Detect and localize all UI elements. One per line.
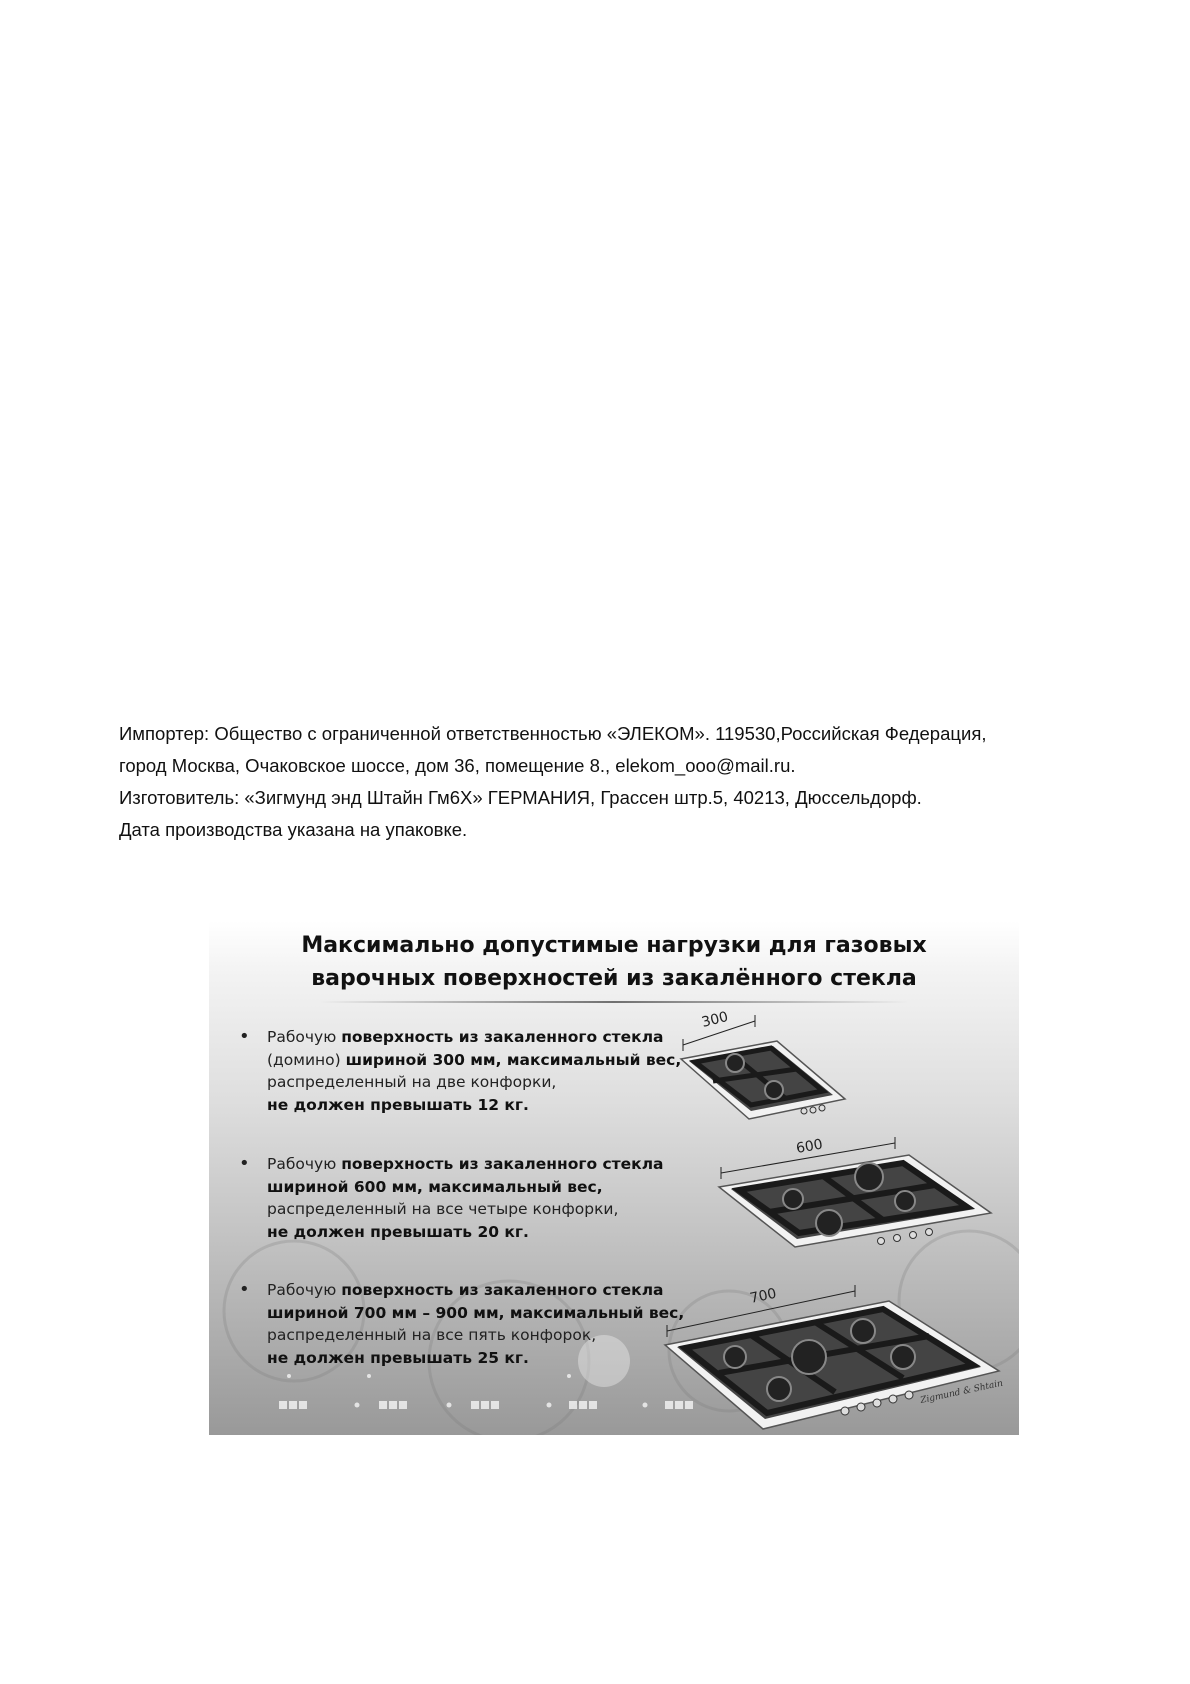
bullet-text: распределенный на все пять конфорок, [267, 1326, 597, 1344]
bullet-dot: • [239, 1153, 250, 1174]
dimension-label-700: 700 [748, 1285, 778, 1307]
importer-line-1: Импортер: Общество с ограниченной ответственностью «ЭЛЕКОМ». 119530,Российская Федерация, [119, 723, 987, 744]
max-load-value: 20 кг. [477, 1222, 529, 1241]
bullet-dot: • [239, 1279, 250, 1300]
bullet-text-bold: шириной 600 мм, максимальный вес, [267, 1177, 603, 1196]
bullet-text: распределенный на две конфорки, [267, 1073, 557, 1091]
bullet-text-bold: шириной 300 мм, максимальный вес, [345, 1050, 682, 1069]
bullet-text-bold: шириной 700 мм – 900 мм, максимальный вес, [267, 1303, 685, 1322]
infographic-title [209, 929, 1019, 995]
title-divider [319, 1001, 909, 1003]
manufacturer-info [119, 718, 1079, 846]
bullet-text: Рабочую [267, 1281, 342, 1299]
importer-line-2: город Москва, Очаковское шоссе, дом 36, помещение 8., elekom_ooo@mail.ru. [119, 755, 796, 776]
dimension-label-300: 300 [700, 1008, 730, 1031]
manufacturer-line: Изготовитель: «Зигмунд энд Штайн Гм6Х» ГЕРМАНИЯ, Грассен штр.5, 40213, Дюссельдорф. [119, 787, 922, 808]
max-load-infographic [209, 921, 1019, 1435]
bullet-text: (домино) [267, 1050, 346, 1069]
bullet-text-bold: поверхность из закаленного стекла [341, 1281, 664, 1299]
bullet-text-bold: не должен превышать [267, 1348, 478, 1367]
max-load-value: 25 кг. [477, 1348, 529, 1367]
brand-logo: Zigmund & Shtain [919, 1378, 1004, 1406]
hob-700mm-illustration [659, 1261, 1009, 1435]
bullet-text-bold: не должен превышать [267, 1095, 478, 1114]
bullet-text-bold: поверхность из закаленного стекла [341, 1155, 664, 1173]
bullet-text: распределенный на все четыре конфорки, [267, 1200, 619, 1218]
title-line-2: варочных поверхностей из закалённого стекла [311, 966, 917, 991]
bullet-text-bold: поверхность из закаленного стекла [341, 1028, 664, 1046]
dimension-label-600: 600 [794, 1136, 825, 1157]
title-line-1: Максимально допустимые нагрузки для газовых [301, 933, 927, 958]
bullet-text: Рабочую [267, 1028, 342, 1046]
production-date-line: Дата производства указана на упаковке. [119, 819, 468, 840]
bullet-text-bold: не должен превышать [267, 1222, 478, 1241]
max-load-value: 12 кг. [477, 1095, 529, 1114]
bullet-dot: • [239, 1026, 250, 1047]
bullet-text: Рабочую [267, 1155, 342, 1173]
